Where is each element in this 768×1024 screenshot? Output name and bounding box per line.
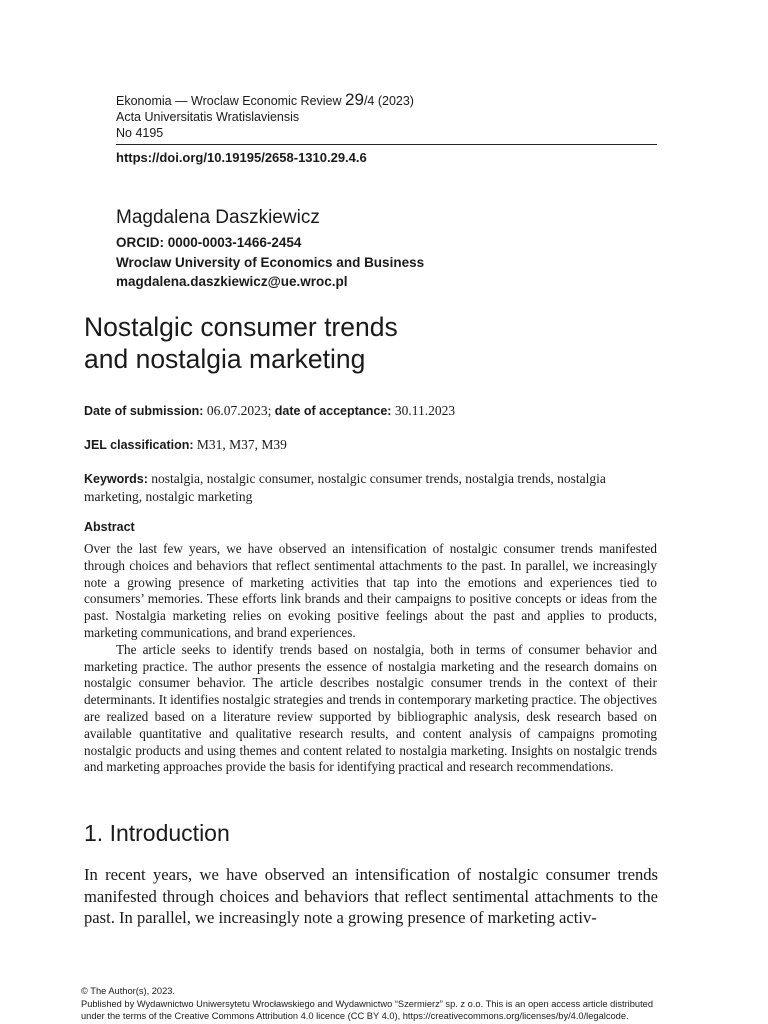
article-title-line-2: and nostalgia marketing xyxy=(84,344,366,374)
footer-publisher: Published by Wydawnictwo Uniwersytetu Wrocławskiego and Wydawnictwo “Szermierz” sp. z o.o. This is an open access article distributed xyxy=(81,998,653,1009)
article-title xyxy=(84,311,398,375)
submission-dates xyxy=(84,402,658,420)
abstract-paragraph-1: Over the last few years, we have observed an intensification of nostalgic consumer trends manifested through choices and behaviors that reflect sentimental attachments to the past. In parallel, we increasingly note a growing presence of marketing activities that tap into the emotions and experiences tied to consumers’ memories. These efforts link brands and their campaigns to positive concepts or ideas from the past. Nostalgia marketing relies on evoking positive feelings about the past and applies to products, marketing communications, and brand experiences. xyxy=(84,541,657,640)
article-title-line-1: Nostalgic consumer trends xyxy=(84,312,398,342)
keywords-value: nostalgia, nostalgic consumer, nostalgic consumer trends, nostalgia trends, nostalgia marketing, nostalgic marketing xyxy=(84,471,606,504)
header-divider xyxy=(116,144,657,145)
abstract-body xyxy=(84,541,657,776)
author-affiliation: Wroclaw University of Economics and Business xyxy=(116,254,425,270)
author-orcid[interactable]: ORCID: 0000-0003-1466-2454 xyxy=(116,235,302,250)
jel-label: JEL classification: xyxy=(84,438,194,452)
author-name: Magdalena Daszkiewicz xyxy=(116,207,320,228)
submission-label: Date of submission: xyxy=(84,404,204,418)
journal-number: No 4195 xyxy=(116,126,164,140)
copyright-footer xyxy=(81,985,701,1023)
author-email[interactable]: magdalena.daszkiewicz@ue.wroc.pl xyxy=(116,274,348,289)
abstract-paragraph-2: The article seeks to identify trends based on nostalgia, both in terms of consumer behavior and marketing practice. The author presents the essence of nostalgia marketing and the research domains on nostalgic consumer behavior. The article describes nostalgic consumer trends in the context of their determinants. It identifies nostalgic strategies and trends in contemporary marketing practice. The objectives are realized based on a literature review supported by bibliographic analysis, desk research based on available quantitative and qualitative research results, and content analysis of campaigns promoting nostalgic products and using themes and content related to nostalgia marketing. Insights on nostalgic trends and marketing approaches provide the basis for identifying practical and research recommendations. xyxy=(84,641,657,775)
journal-title-line: Ekonomia — Wroclaw Economic Review 29/4 (2023) xyxy=(116,90,414,109)
journal-volume: 29 xyxy=(345,90,364,109)
journal-header xyxy=(116,92,656,141)
jel-value: M31, M37, M39 xyxy=(193,437,287,452)
acceptance-label: date of acceptance: xyxy=(274,404,392,418)
abstract-heading: Abstract xyxy=(84,520,135,534)
doi-link[interactable]: https://doi.org/10.19195/2658-1310.29.4.6 xyxy=(116,150,367,165)
submission-value: 06.07.2023; xyxy=(203,403,275,418)
section-heading-introduction: 1. Introduction xyxy=(84,820,230,846)
author-details xyxy=(116,233,424,292)
footer-license[interactable]: under the terms of the Creative Commons Attribution 4.0 licence (CC BY 4.0), https://creativecommons.org/licenses/by/4.0/legalcode. xyxy=(81,1011,629,1021)
journal-series: Acta Universitatis Wratislaviensis xyxy=(116,110,300,124)
jel-classification xyxy=(84,436,658,454)
introduction-paragraph: In recent years, we have observed an intensification of nostalgic consumer trends manifested through choices and behaviors that reflect sentimental attachments to the past. In parallel, we increasingly note a growing presence of marketing activ- xyxy=(84,865,658,927)
introduction-body xyxy=(84,864,658,929)
keywords xyxy=(84,470,658,505)
acceptance-value: 30.11.2023 xyxy=(391,403,456,418)
keywords-label: Keywords: xyxy=(84,472,148,486)
footer-copyright: © The Author(s), 2023. xyxy=(81,986,176,996)
